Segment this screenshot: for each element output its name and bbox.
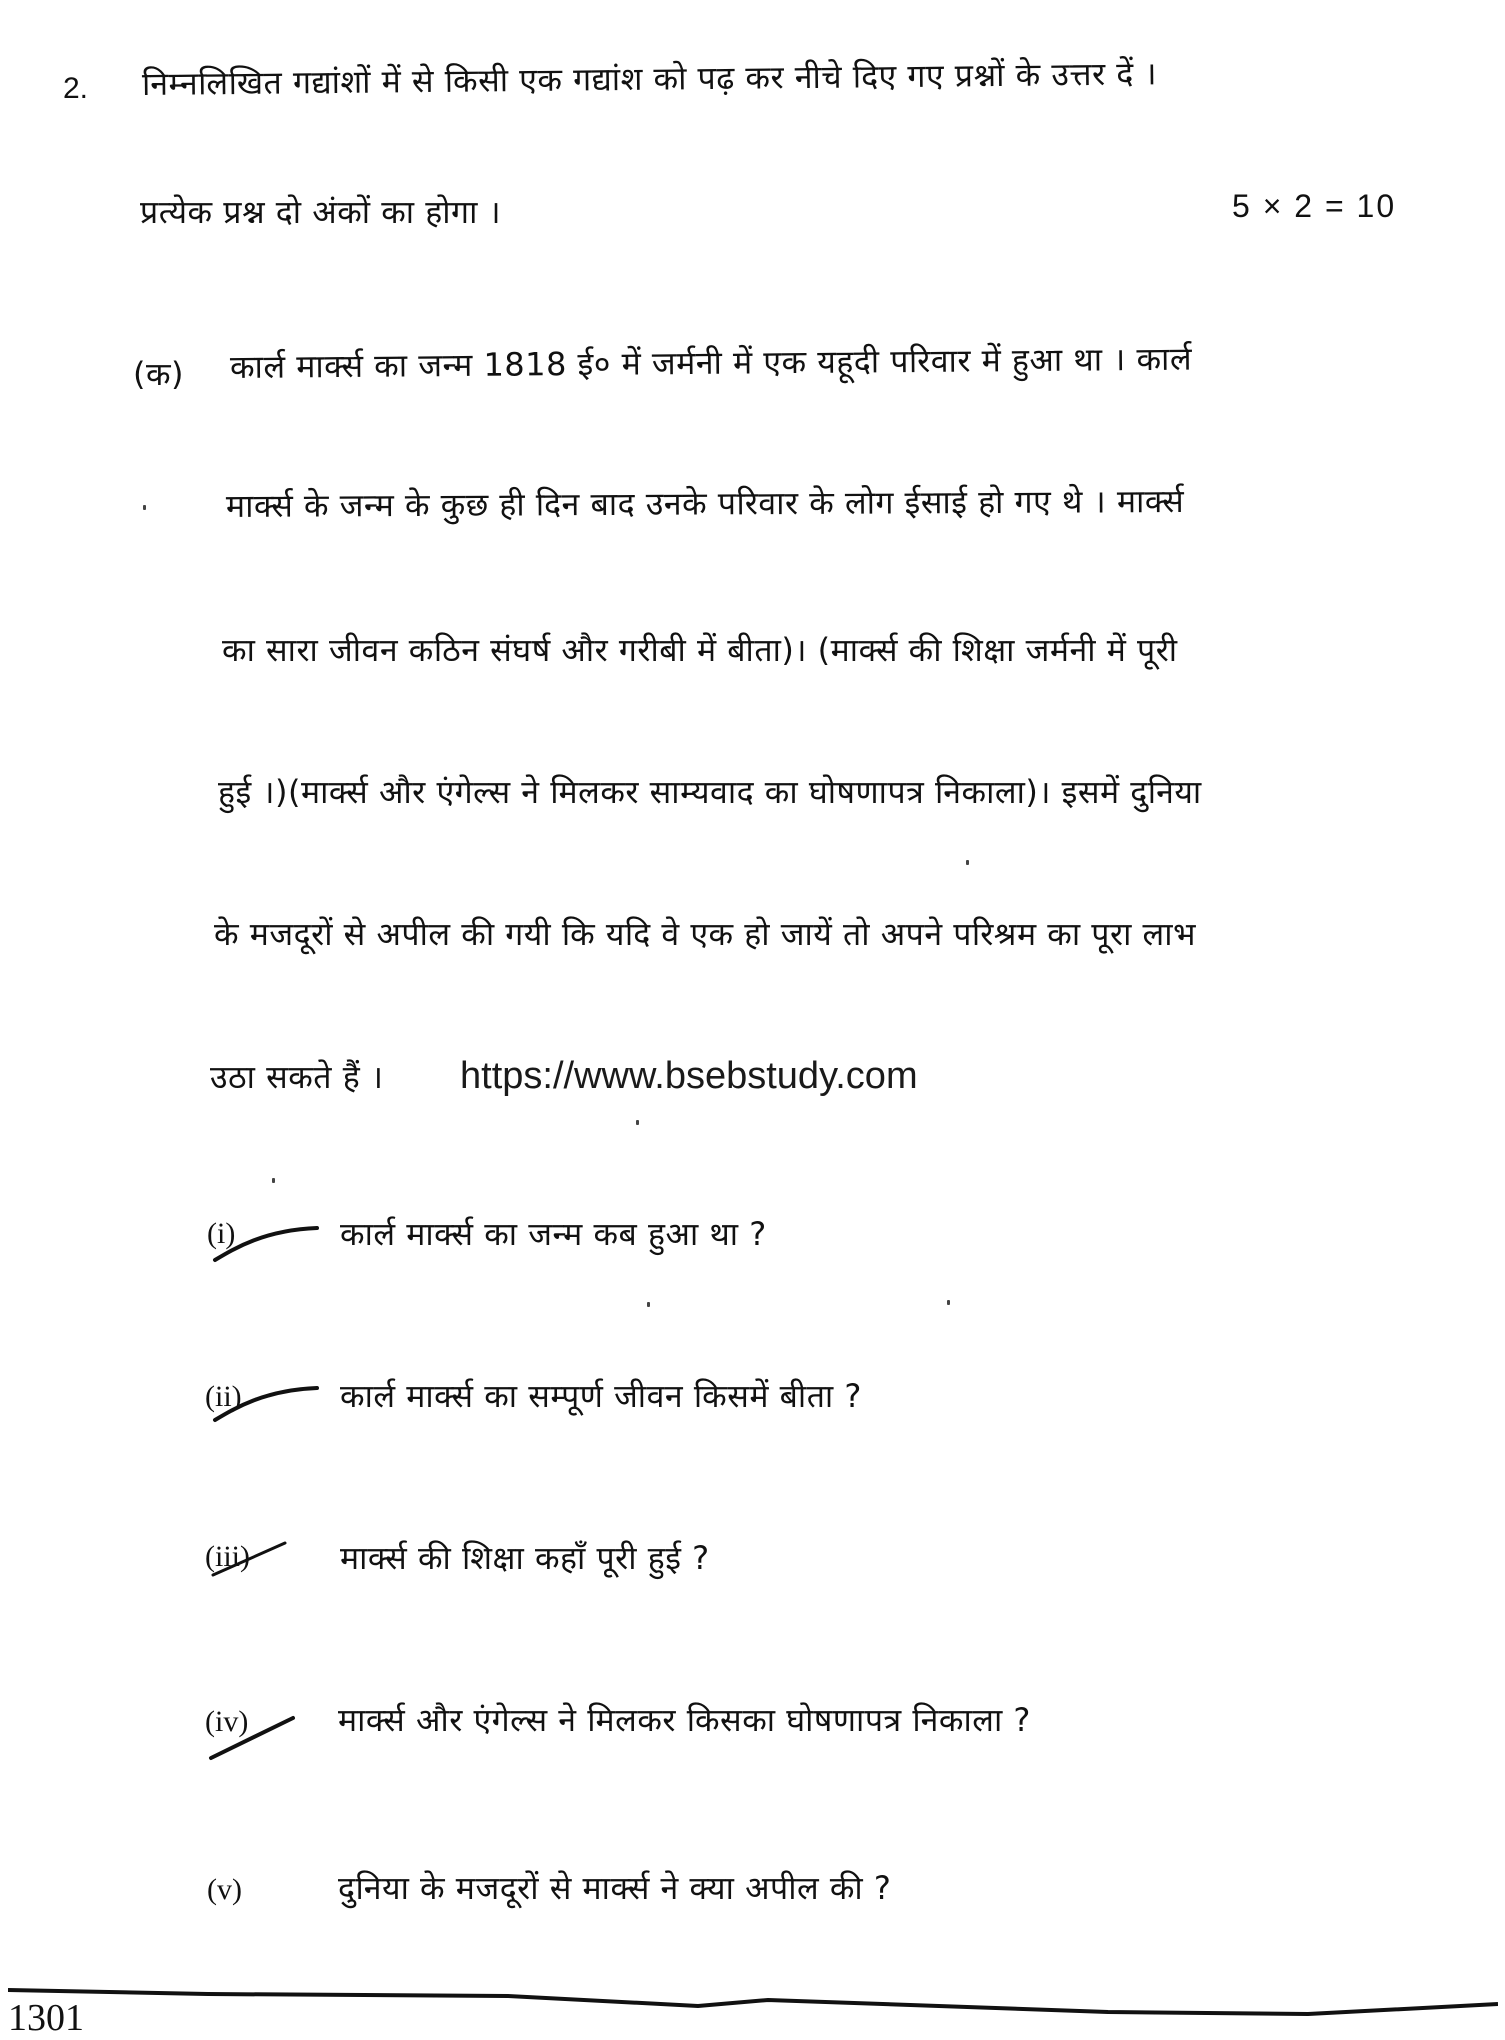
sub-question-marker: (i) [207, 1217, 236, 1250]
passage-line-5: के मजदूरों से अपील की गयी कि यदि वे एक हो जायें तो अपने परिश्रम का पूरा लाभ [214, 915, 1197, 953]
page-code: 1301 [8, 1997, 84, 2039]
footer-rule [8, 1986, 1498, 2016]
sub-question-marker: (v) [207, 1873, 242, 1906]
marks-note: प्रत्येक प्रश्न दो अंकों का होगा । [140, 193, 502, 231]
sub-question-text: मार्क्स की शिक्षा कहाँ पूरी हुई ? [340, 1539, 710, 1577]
scan-speck [966, 860, 969, 865]
sub-question-marker: (ii) [205, 1380, 242, 1413]
passage-line-4: हुई ।)(मार्क्स और एंगेल्स ने मिलकर साम्यवाद का घोषणापत्र निकाला)। इसमें दुनिया [218, 773, 1202, 811]
scan-speck [272, 1178, 275, 1183]
sub-question-text: मार्क्स और एंगेल्स ने मिलकर किसका घोषणापत्र निकाला ? [338, 1701, 1031, 1739]
scan-speck [143, 505, 146, 510]
watermark-url[interactable]: https://www.bsebstudy.com [460, 1055, 918, 1097]
question-instruction: निम्नलिखित गद्यांशों में से किसी एक गद्यांश को पढ़ कर नीचे दिए गए प्रश्नों के उत्तर दें । [141, 54, 1158, 103]
marks-formula: 5 × 2 = 10 [1232, 188, 1397, 224]
scan-speck [636, 1120, 639, 1125]
passage-line-1: कार्ल मार्क्स का जन्म 1818 ई० में जर्मनी में एक यहूदी परिवार में हुआ था । कार्ल [229, 339, 1193, 386]
sub-question-marker: (iv) [205, 1705, 249, 1738]
scan-speck [647, 1302, 650, 1307]
question-number: 2. [63, 72, 89, 105]
passage-line-6: उठा सकते हैं । [210, 1058, 384, 1096]
passage-line-3: का सारा जीवन कठिन संघर्ष और गरीबी में बीता)। (मार्क्स की शिक्षा जर्मनी में पूरी [222, 631, 1178, 669]
scan-speck [947, 1300, 950, 1305]
sub-question-text: कार्ल मार्क्स का सम्पूर्ण जीवन किसमें बीता ? [340, 1377, 862, 1415]
sub-question-text: दुनिया के मजदूरों से मार्क्स ने क्या अपील की ? [338, 1869, 892, 1907]
sub-question-text: कार्ल मार्क्स का जन्म कब हुआ था ? [340, 1215, 767, 1253]
passage-line-2: मार्क्स के जन्म के कुछ ही दिन बाद उनके परिवार के लोग ईसाई हो गए थे । मार्क्स [225, 481, 1185, 525]
passage-label: (क) [133, 355, 185, 393]
sub-question-marker: (iii) [205, 1540, 250, 1573]
